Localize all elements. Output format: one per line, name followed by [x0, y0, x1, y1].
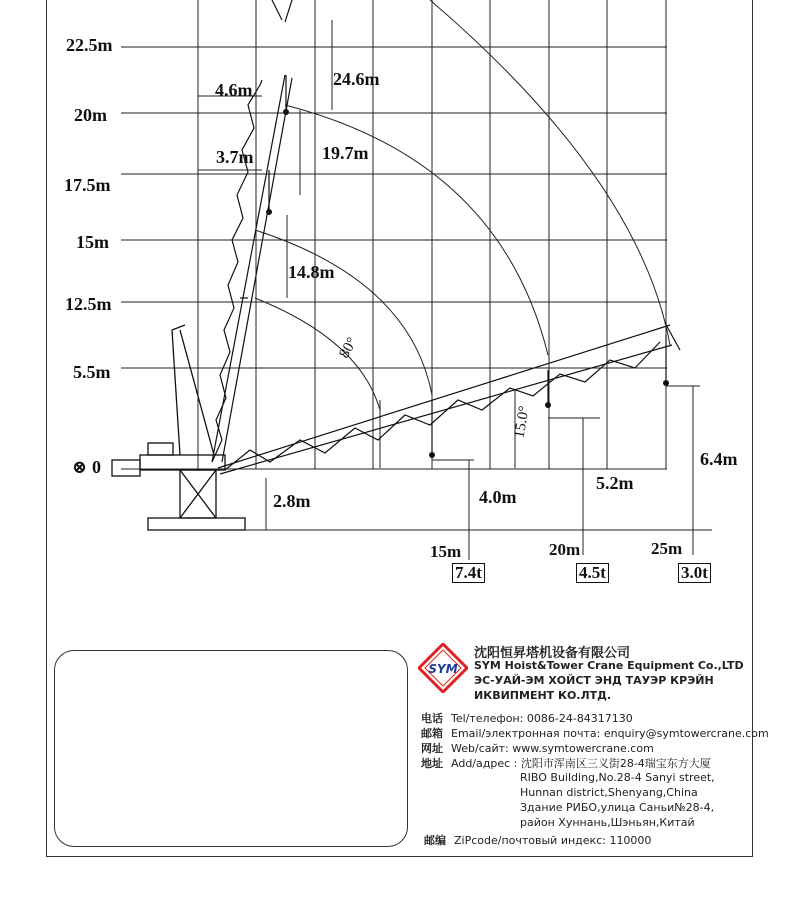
- email-label-zh: 邮箱: [421, 727, 443, 740]
- dim-4-6: 4.6m: [215, 80, 253, 100]
- zip-value: ZiPcode/почтовый индекс: 110000: [454, 834, 652, 847]
- company-name-ru-1: ЭС-УАЙ-ЭМ ХОЙСТ ЭНД ТАУЭР КРЭЙН: [474, 674, 714, 687]
- dim-5-2: 5.2m: [596, 473, 634, 493]
- address-value: Add/адрес : 沈阳市浑南区三义街28-4瑞宝东方大厦: [451, 757, 711, 770]
- address-line: Здание РИБО,улица Саньи№28-4,: [520, 801, 715, 814]
- crane-tower: [112, 325, 245, 530]
- load-radius-15: 15m: [430, 542, 462, 561]
- y-label-15: 15m: [76, 232, 109, 252]
- load-capacity-25: 3.0t: [678, 563, 711, 583]
- email-row: [421, 725, 769, 741]
- address-line: Hunnan district,Shenyang,China: [520, 786, 698, 799]
- phone-label-zh: 电话: [421, 712, 443, 725]
- phone-value[interactable]: Tel/телефон: 0086-24-84317130: [451, 712, 633, 725]
- web-value[interactable]: Web/сайт: www.symtowercrane.com: [451, 742, 654, 755]
- load-capacity-15: 7.4t: [452, 563, 485, 583]
- notes-box: [54, 650, 408, 847]
- dim-6-4: 6.4m: [700, 449, 738, 469]
- boom-lowered: [218, 323, 680, 474]
- load-capacity-20: 4.5t: [576, 563, 609, 583]
- y-label-20: 20m: [74, 105, 107, 125]
- y-label-5-5: 5.5m: [73, 362, 111, 382]
- company-logo: [418, 643, 468, 693]
- address-label-zh: 地址: [421, 757, 443, 770]
- company-name-zh: 沈阳恒昇塔机设备有限公司: [474, 646, 631, 661]
- address-line: RIBO Building,No.28-4 Sanyi street,: [520, 771, 715, 784]
- dim-3-7: 3.7m: [216, 147, 254, 167]
- web-label-zh: 网址: [421, 742, 443, 755]
- load-radius-20: 20m: [549, 540, 581, 559]
- zip-row: [424, 832, 651, 848]
- y-label-0: 0: [92, 457, 101, 477]
- email-value[interactable]: Email/электронная почта: enquiry@symtowercrane.com: [451, 727, 769, 740]
- logo-text: SYM: [428, 662, 458, 676]
- angle-80: 80°: [336, 334, 361, 362]
- dim-19-7: 19.7m: [322, 143, 369, 163]
- company-name-ru-2: ИКВИПМЕНТ КО.ЛТД.: [474, 689, 612, 702]
- company-name-en: SYM Hoist&Tower Crane Equipment Co.,LTD: [474, 659, 744, 672]
- zip-label-zh: 邮编: [424, 834, 446, 847]
- address-row: [421, 755, 711, 771]
- dim-24-6: 24.6m: [333, 69, 380, 89]
- dim-4-0: 4.0m: [479, 487, 517, 507]
- load-radius-25: 25m: [651, 539, 683, 558]
- y-label-22-5: 22.5m: [66, 35, 113, 55]
- y-label-17-5: 17.5m: [64, 175, 111, 195]
- y-label-12-5: 12.5m: [65, 294, 112, 314]
- dim-14-8: 14.8m: [288, 262, 335, 282]
- boom-raised: [212, 0, 292, 462]
- dim-2-8: 2.8m: [273, 491, 311, 511]
- phone-row: [421, 710, 633, 726]
- grid: [121, 0, 667, 469]
- luffing-arcs: [255, 0, 670, 410]
- web-row: [421, 740, 654, 756]
- angle-15: 15.0°: [511, 404, 533, 440]
- origin-symbol: ⊗: [72, 457, 88, 477]
- address-line: район Хуннань,Шэньян,Китай: [520, 816, 695, 829]
